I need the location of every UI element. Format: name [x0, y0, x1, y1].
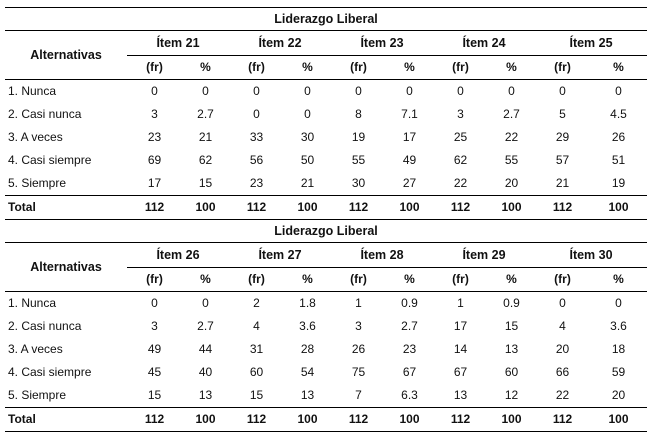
table-row [5, 126, 647, 149]
table-cell: 15 [504, 319, 519, 333]
table-cell: 22 [453, 176, 468, 190]
item-header: Ítem 28 [331, 243, 433, 268]
table-cell: 5 [559, 107, 566, 121]
table-cell: 112 [127, 196, 182, 220]
total-label: Total [5, 408, 127, 432]
table-cell: 62 [453, 153, 468, 167]
table-cell: 0 [202, 84, 209, 98]
fr-header: (fr) [433, 268, 488, 292]
table-cell: 23 [147, 130, 162, 144]
fr-header: (fr) [331, 56, 386, 80]
table-cell: 1 [457, 296, 464, 310]
pct-header: % [182, 268, 229, 292]
table-cell: 45 [147, 365, 162, 379]
table-cell: 3 [151, 319, 158, 333]
item-header: Ítem 26 [127, 243, 229, 268]
row-label: 4. Casi siempre [8, 153, 92, 167]
table-cell: 60 [249, 365, 264, 379]
table-cell: 20 [555, 342, 570, 356]
table-row [5, 361, 647, 384]
table-cell: 13 [453, 388, 468, 402]
table-cell: 0 [253, 107, 260, 121]
table-cell: 112 [433, 408, 488, 432]
table-cell: 67 [453, 365, 468, 379]
table-cell: 17 [402, 130, 417, 144]
table-cell: 69 [147, 153, 162, 167]
table-cell: 112 [229, 196, 284, 220]
table-cell: 0 [559, 84, 566, 98]
table-cell: 21 [555, 176, 570, 190]
item-header: Ítem 29 [433, 243, 535, 268]
table-cell: 54 [300, 365, 315, 379]
item-header: Ítem 22 [229, 31, 331, 56]
table-cell: 66 [555, 365, 570, 379]
table-cell: 14 [453, 342, 468, 356]
table-cell: 22 [555, 388, 570, 402]
table-title-row [5, 220, 647, 243]
table-cell: 44 [198, 342, 213, 356]
table-cell: 23 [249, 176, 264, 190]
table-cell: 0 [202, 296, 209, 310]
table-cell: 1 [355, 296, 362, 310]
table-cell: 15 [198, 176, 213, 190]
table-cell: 0.9 [503, 296, 520, 310]
table-cell: 3.6 [610, 319, 627, 333]
table-cell: 0 [406, 84, 413, 98]
item-header: Ítem 30 [535, 243, 647, 268]
table-cell: 112 [433, 196, 488, 220]
alternatives-header: Alternativas [5, 243, 127, 292]
table-cell: 100 [386, 196, 433, 220]
pct-header: % [488, 56, 535, 80]
pct-header: % [590, 56, 647, 80]
table-cell: 112 [127, 408, 182, 432]
table-cell: 23 [402, 342, 417, 356]
row-label: 3. A veces [8, 342, 63, 356]
total-row [5, 408, 647, 432]
table-cell: 3.6 [299, 319, 316, 333]
table-cell: 13 [198, 388, 213, 402]
alternatives-header: Alternativas [5, 31, 127, 80]
table-cell: 1.8 [299, 296, 316, 310]
pct-header: % [284, 56, 331, 80]
table-cell: 12 [504, 388, 519, 402]
table-items-21-25 [5, 7, 647, 220]
table-row [5, 80, 647, 104]
pct-header: % [590, 268, 647, 292]
item-header: Ítem 24 [433, 31, 535, 56]
fr-header: (fr) [127, 268, 182, 292]
table-cell: 2.7 [197, 319, 214, 333]
pct-header: % [284, 268, 331, 292]
table-cell: 112 [331, 408, 386, 432]
table-row [5, 338, 647, 361]
frequency-tables [5, 7, 647, 432]
item-header: Ítem 27 [229, 243, 331, 268]
table-row [5, 103, 647, 126]
total-label: Total [5, 196, 127, 220]
table-cell: 62 [198, 153, 213, 167]
table-cell: 100 [590, 196, 647, 220]
table-cell: 100 [488, 408, 535, 432]
table-cell: 100 [590, 408, 647, 432]
row-label: 2. Casi nunca [8, 319, 82, 333]
fr-header: (fr) [229, 56, 284, 80]
table-cell: 6.3 [401, 388, 418, 402]
table-row [5, 384, 647, 408]
table-row [5, 315, 647, 338]
row-label: 2. Casi nunca [8, 107, 82, 121]
table-cell: 29 [555, 130, 570, 144]
row-label: 1. Nunca [8, 296, 57, 310]
table-row [5, 172, 647, 196]
table-cell: 50 [300, 153, 315, 167]
table-cell: 100 [386, 408, 433, 432]
total-row [5, 196, 647, 220]
fr-header: (fr) [331, 268, 386, 292]
table-cell: 19 [611, 176, 626, 190]
table-cell: 0 [355, 84, 362, 98]
table-cell: 100 [182, 408, 229, 432]
table-cell: 13 [504, 342, 519, 356]
table-cell: 15 [249, 388, 264, 402]
table-cell: 4 [253, 319, 260, 333]
table-title: Liderazgo Liberal [5, 220, 647, 243]
table-cell: 100 [182, 196, 229, 220]
table-cell: 17 [147, 176, 162, 190]
fr-header: (fr) [127, 56, 182, 80]
table-cell: 75 [351, 365, 366, 379]
table-cell: 0 [304, 84, 311, 98]
table-cell: 4.5 [610, 107, 627, 121]
table-cell: 0 [508, 84, 515, 98]
table-items-26-30 [5, 220, 647, 432]
table-cell: 26 [611, 130, 626, 144]
table-cell: 112 [535, 408, 590, 432]
row-label: 4. Casi siempre [8, 365, 92, 379]
table-cell: 17 [453, 319, 468, 333]
table-cell: 49 [402, 153, 417, 167]
pct-header: % [488, 268, 535, 292]
table-cell: 31 [249, 342, 264, 356]
table-cell: 60 [504, 365, 519, 379]
table-cell: 57 [555, 153, 570, 167]
table-cell: 100 [284, 196, 331, 220]
pct-header: % [182, 56, 229, 80]
table-cell: 25 [453, 130, 468, 144]
table-cell: 21 [198, 130, 213, 144]
table-cell: 28 [300, 342, 315, 356]
table-title: Liderazgo Liberal [5, 8, 647, 31]
table-cell: 30 [300, 130, 315, 144]
table-cell: 33 [249, 130, 264, 144]
table-cell: 56 [249, 153, 264, 167]
table-cell: 100 [284, 408, 331, 432]
pct-header: % [386, 268, 433, 292]
table-body [5, 80, 647, 196]
table-cell: 0 [304, 107, 311, 121]
table-cell: 0 [615, 296, 622, 310]
table-cell: 20 [504, 176, 519, 190]
table-cell: 40 [198, 365, 213, 379]
table-cell: 2.7 [401, 319, 418, 333]
table-cell: 7.1 [401, 107, 418, 121]
table-cell: 27 [402, 176, 417, 190]
table-cell: 0 [253, 84, 260, 98]
table-body [5, 292, 647, 408]
row-label: 5. Siempre [8, 176, 67, 190]
table-cell: 7 [355, 388, 362, 402]
table-cell: 51 [611, 153, 626, 167]
row-label: 3. A veces [8, 130, 63, 144]
table-cell: 67 [402, 365, 417, 379]
table-cell: 55 [504, 153, 519, 167]
table-cell: 4 [559, 319, 566, 333]
table-cell: 15 [147, 388, 162, 402]
table-cell: 0 [559, 296, 566, 310]
table-cell: 19 [351, 130, 366, 144]
table-cell: 30 [351, 176, 366, 190]
item-header: Ítem 23 [331, 31, 433, 56]
pct-header: % [386, 56, 433, 80]
table-title-row [5, 8, 647, 31]
fr-header: (fr) [433, 56, 488, 80]
table-cell: 0 [151, 84, 158, 98]
table-cell: 112 [229, 408, 284, 432]
table-cell: 0 [615, 84, 622, 98]
fr-header: (fr) [535, 268, 590, 292]
table-cell: 112 [331, 196, 386, 220]
table-cell: 26 [351, 342, 366, 356]
table-cell: 22 [504, 130, 519, 144]
table-cell: 112 [535, 196, 590, 220]
table-cell: 2.7 [197, 107, 214, 121]
table-cell: 3 [457, 107, 464, 121]
table-cell: 59 [611, 365, 626, 379]
fr-header: (fr) [535, 56, 590, 80]
table-row [5, 149, 647, 172]
table-cell: 8 [355, 107, 362, 121]
item-header-row [5, 31, 647, 56]
table-cell: 2.7 [503, 107, 520, 121]
table-cell: 2 [253, 296, 260, 310]
table-cell: 3 [355, 319, 362, 333]
item-header-row [5, 243, 647, 268]
item-header: Ítem 25 [535, 31, 647, 56]
table-cell: 13 [300, 388, 315, 402]
row-label: 5. Siempre [8, 388, 67, 402]
table-cell: 100 [488, 196, 535, 220]
table-cell: 49 [147, 342, 162, 356]
table-cell: 20 [611, 388, 626, 402]
table-cell: 55 [351, 153, 366, 167]
table-cell: 0.9 [401, 296, 418, 310]
fr-header: (fr) [229, 268, 284, 292]
table-cell: 18 [611, 342, 626, 356]
table-cell: 3 [151, 107, 158, 121]
table-cell: 21 [300, 176, 315, 190]
table-cell: 0 [457, 84, 464, 98]
table-cell: 0 [151, 296, 158, 310]
row-label: 1. Nunca [8, 84, 57, 98]
item-header: Ítem 21 [127, 31, 229, 56]
table-row [5, 292, 647, 316]
